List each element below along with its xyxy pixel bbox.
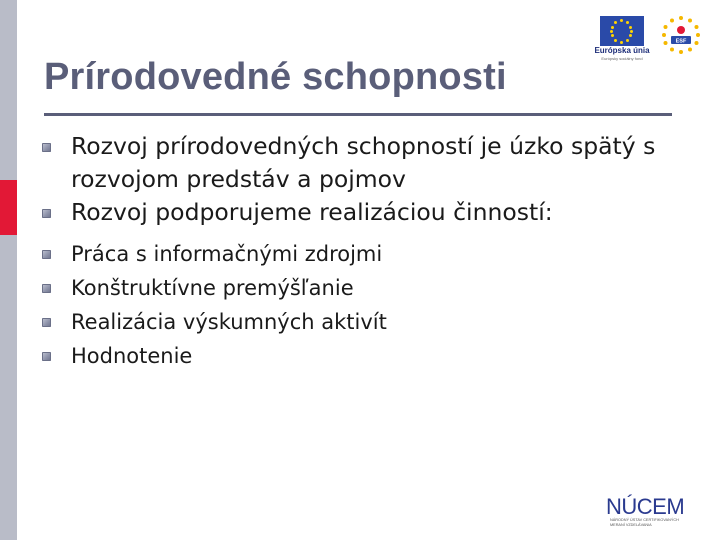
bullet-text: Rozvoj prírodovedných schopností je úzko spätý s rozvojom predstáv a pojmov [71,132,656,193]
bullet-main-1 [40,130,700,196]
star-icon [620,19,623,22]
star-icon [629,34,632,37]
bullet-sub-1 [40,237,700,271]
star-icon [611,26,614,29]
sidebar-segment-red [0,180,17,235]
sidebar-segment-gray-bottom [0,235,17,540]
star-icon [614,21,617,24]
bullet-text: Práca s informačnými zdrojmi [71,242,383,266]
bullet-text: Hodnotenie [71,344,193,368]
bullet-sub-2 [40,271,700,305]
esf-figure-head [677,26,685,34]
bullet-main-2 [40,196,700,229]
esf-star-ring [662,16,700,54]
star-icon [610,30,613,33]
star-icon [614,39,617,42]
slide-title: Prírodovedné schopnosti [44,56,507,98]
left-color-bar [0,0,17,540]
square-bullet-icon [42,209,51,218]
square-bullet-icon [42,352,51,361]
star-icon [620,41,623,44]
bullet-text: Realizácia výskumných aktivít [71,310,387,334]
bullet-sub-4 [40,339,700,373]
star-icon [626,39,629,42]
esf-logo [660,14,702,56]
sidebar-segment-gray-top [0,0,17,180]
title-underline [44,113,672,116]
star-icon [611,34,614,37]
bullet-text: Rozvoj podporujeme realizáciou činností: [71,198,553,226]
spacer [40,229,700,237]
star-icon [630,30,633,33]
eu-flag-logo [600,16,644,46]
square-bullet-icon [42,250,51,259]
square-bullet-icon [42,318,51,327]
eu-subcaption: Európsky sociálny fond [601,56,643,61]
bullet-text: Konštruktívne premýšľanie [71,276,354,300]
bullet-sub-3 [40,305,700,339]
star-icon [629,26,632,29]
esf-label: ESF [675,38,687,45]
nucem-logo: NÚCEM [606,494,685,519]
bullet-list [40,130,700,373]
eu-caption: Európska únia [594,46,650,55]
star-icon [626,21,629,24]
square-bullet-icon [42,284,51,293]
square-bullet-icon [42,143,51,152]
nucem-subtitle: NÁRODNÝ ÚSTAV CERTIFIKOVANÝCH MERANÍ VZDELÁVANIA [610,518,679,527]
